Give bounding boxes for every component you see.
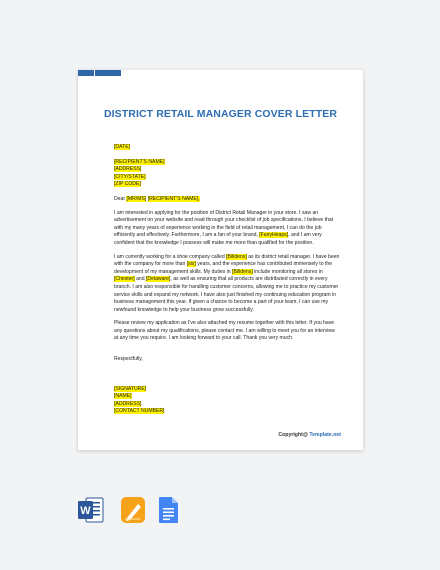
contact-number-placeholder: [CONTACT NUMBER] xyxy=(114,408,165,415)
copyright-link[interactable]: Template.net xyxy=(309,432,341,438)
word-icon[interactable] xyxy=(78,496,104,524)
recipient-city-placeholder: [CITY/STATE] xyxy=(114,173,146,180)
salutation-name-placeholder: [RECIPIENT'S NAME], xyxy=(147,195,200,202)
brand-placeholder: [FairyHeaps] xyxy=(259,232,289,239)
google-docs-icon[interactable] xyxy=(158,496,184,524)
sender-name-placeholder: [NAME] xyxy=(114,393,132,400)
closing: Respectfully, xyxy=(114,356,143,363)
svg-text:W: W xyxy=(80,505,91,517)
recipient-address-placeholder: [ADDRESS] xyxy=(114,166,142,173)
location-placeholder: [Chester] xyxy=(114,276,135,283)
years-placeholder: [six] xyxy=(186,261,196,268)
body-paragraph-2: I am currently working for a shoe company called [Billdens] as its district retail manager. I have been with the company for more than [six] years, and the experience has contributed immensely to the development of my management skills. My duties in [Billdens] include monitoring all stores in [Chester] and [Delaware], as well as ensuring that all products are distributed correctly in every branch. I am also responsible for handling customer concerns, allowing me to practice my customer service skills and expand my network. I have also just finished my continuing education program in business management this year. If given a chance to become a part of your team, I can use my newfound knowledge to help your business grow successfully. xyxy=(114,253,340,313)
company-placeholder: [Billdens] xyxy=(226,253,247,260)
location-placeholder: [Delaware] xyxy=(146,276,171,283)
salutation: Dear [MR/MS] [RECIPIENT'S NAME], xyxy=(114,195,200,202)
pages-icon[interactable] xyxy=(120,496,146,524)
signature-placeholder: [SIGNATURE] xyxy=(114,385,147,392)
signature-block xyxy=(114,386,340,416)
recipient-block xyxy=(114,159,340,189)
accent-tab xyxy=(78,70,94,76)
body-paragraph-1: I am interested in applying for the position of District Retail Manager in your store. I saw an advertisement on your website and read through your checklist of job specifications. I believe that with my many years of experience working in the field of retail management, I can do the job efficiently and effectively. Furthermore, I am a fan of your brand, [FairyHeaps], and I am very confident that the knowledge I possess will make me more than qualified for the position. xyxy=(114,209,334,246)
recipient-name-placeholder: [RECIPIENT'S NAME] xyxy=(114,158,165,165)
document-title: DISTRICT RETAIL MANAGER COVER LETTER xyxy=(103,108,338,120)
copyright-notice: Copyright@ Template.net xyxy=(278,432,341,438)
date-placeholder: [DATE] xyxy=(114,144,131,150)
recipient-zip-placeholder: [ZIP CODE] xyxy=(114,181,141,188)
sender-address-placeholder: [ADDRESS] xyxy=(114,400,142,407)
date-field xyxy=(114,144,340,152)
company-placeholder: [Billdens] xyxy=(232,268,253,275)
header-accent-tabs xyxy=(78,70,122,76)
letter-page xyxy=(78,70,363,450)
body-paragraph-3: Please review my application as I've also attached my resume together with this letter. If you have any questions about my qualifications, please contact me. I am willing to meet you for an interview at any time you require. I am looking forward to your call. Thank you very much. xyxy=(114,320,335,342)
accent-tab xyxy=(95,70,121,76)
letter-body xyxy=(114,144,340,416)
salutation-title-placeholder: [MR/MS] xyxy=(126,195,147,202)
